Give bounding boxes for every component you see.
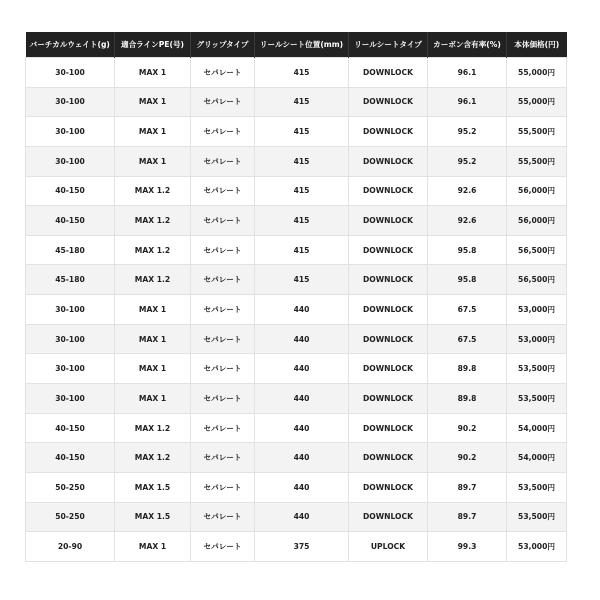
header-line-pe: 適合ラインPE(号) [115,32,191,58]
cell-carbon-content: 67.5 [428,295,507,325]
cell-reel-seat-position: 440 [255,472,349,502]
header-reel-seat-type: リールシートタイプ [349,32,428,58]
cell-grip-type: セパレート [191,117,255,147]
cell-carbon-content: 96.1 [428,58,507,88]
cell-vertical-weight: 30-100 [26,87,115,117]
cell-reel-seat-type: DOWNLOCK [349,443,428,473]
cell-line-pe: MAX 1 [115,87,191,117]
cell-reel-seat-position: 415 [255,206,349,236]
cell-carbon-content: 67.5 [428,324,507,354]
cell-reel-seat-type: DOWNLOCK [349,58,428,88]
table-row [26,87,567,117]
cell-carbon-content: 89.8 [428,384,507,414]
cell-vertical-weight: 20-90 [26,532,115,562]
cell-price: 56,500円 [507,265,567,295]
table-row [26,384,567,414]
cell-reel-seat-type: DOWNLOCK [349,413,428,443]
cell-carbon-content: 96.1 [428,87,507,117]
cell-reel-seat-position: 415 [255,117,349,147]
cell-line-pe: MAX 1.5 [115,472,191,502]
cell-vertical-weight: 30-100 [26,117,115,147]
cell-line-pe: MAX 1 [115,295,191,325]
cell-carbon-content: 92.6 [428,176,507,206]
cell-vertical-weight: 40-150 [26,206,115,236]
spec-table [25,32,567,562]
table-row [26,502,567,532]
cell-reel-seat-type: DOWNLOCK [349,265,428,295]
spec-table-container [25,32,566,562]
cell-reel-seat-type: DOWNLOCK [349,354,428,384]
cell-price: 53,500円 [507,502,567,532]
table-row [26,443,567,473]
cell-reel-seat-type: DOWNLOCK [349,206,428,236]
cell-reel-seat-type: DOWNLOCK [349,87,428,117]
table-row [26,472,567,502]
cell-grip-type: セパレート [191,176,255,206]
cell-vertical-weight: 40-150 [26,176,115,206]
cell-grip-type: セパレート [191,472,255,502]
cell-reel-seat-position: 415 [255,265,349,295]
cell-carbon-content: 99.3 [428,532,507,562]
cell-price: 55,500円 [507,146,567,176]
cell-grip-type: セパレート [191,87,255,117]
cell-price: 55,500円 [507,117,567,147]
cell-grip-type: セパレート [191,146,255,176]
cell-reel-seat-position: 440 [255,295,349,325]
cell-vertical-weight: 30-100 [26,58,115,88]
header-price: 本体価格(円) [507,32,567,58]
cell-reel-seat-type: UPLOCK [349,532,428,562]
cell-line-pe: MAX 1.2 [115,206,191,236]
cell-grip-type: セパレート [191,443,255,473]
cell-carbon-content: 89.7 [428,472,507,502]
cell-grip-type: セパレート [191,532,255,562]
cell-vertical-weight: 45-180 [26,235,115,265]
cell-vertical-weight: 30-100 [26,295,115,325]
cell-reel-seat-type: DOWNLOCK [349,117,428,147]
table-row [26,117,567,147]
table-row [26,265,567,295]
cell-line-pe: MAX 1 [115,384,191,414]
cell-price: 53,500円 [507,384,567,414]
cell-vertical-weight: 40-150 [26,443,115,473]
cell-grip-type: セパレート [191,354,255,384]
cell-price: 54,000円 [507,443,567,473]
header-vertical-weight: バーチカルウェイト(g) [26,32,115,58]
cell-reel-seat-position: 440 [255,502,349,532]
cell-vertical-weight: 40-150 [26,413,115,443]
table-row [26,206,567,236]
cell-carbon-content: 95.2 [428,146,507,176]
cell-vertical-weight: 50-250 [26,502,115,532]
table-row [26,413,567,443]
cell-line-pe: MAX 1 [115,146,191,176]
cell-line-pe: MAX 1 [115,532,191,562]
table-row [26,295,567,325]
cell-reel-seat-position: 440 [255,324,349,354]
cell-line-pe: MAX 1.2 [115,413,191,443]
cell-vertical-weight: 50-250 [26,472,115,502]
cell-reel-seat-position: 415 [255,146,349,176]
table-row [26,176,567,206]
table-row [26,532,567,562]
cell-reel-seat-position: 415 [255,87,349,117]
cell-reel-seat-position: 440 [255,443,349,473]
table-body [26,58,567,562]
cell-line-pe: MAX 1.2 [115,265,191,295]
cell-carbon-content: 89.7 [428,502,507,532]
table-row [26,354,567,384]
cell-reel-seat-position: 415 [255,176,349,206]
cell-carbon-content: 89.8 [428,354,507,384]
table-row [26,235,567,265]
cell-reel-seat-position: 375 [255,532,349,562]
cell-price: 53,500円 [507,354,567,384]
cell-vertical-weight: 45-180 [26,265,115,295]
cell-vertical-weight: 30-100 [26,324,115,354]
cell-grip-type: セパレート [191,206,255,236]
cell-carbon-content: 95.8 [428,265,507,295]
cell-grip-type: セパレート [191,235,255,265]
cell-reel-seat-type: DOWNLOCK [349,235,428,265]
cell-price: 54,000円 [507,413,567,443]
cell-vertical-weight: 30-100 [26,354,115,384]
cell-reel-seat-type: DOWNLOCK [349,384,428,414]
cell-line-pe: MAX 1 [115,117,191,147]
cell-reel-seat-type: DOWNLOCK [349,502,428,532]
cell-grip-type: セパレート [191,58,255,88]
cell-reel-seat-type: DOWNLOCK [349,472,428,502]
cell-reel-seat-type: DOWNLOCK [349,176,428,206]
cell-grip-type: セパレート [191,384,255,414]
cell-price: 56,000円 [507,176,567,206]
cell-grip-type: セパレート [191,295,255,325]
cell-price: 53,000円 [507,324,567,354]
cell-reel-seat-position: 440 [255,413,349,443]
cell-price: 56,000円 [507,206,567,236]
cell-price: 53,500円 [507,472,567,502]
cell-carbon-content: 95.8 [428,235,507,265]
table-header-row [26,32,567,58]
cell-vertical-weight: 30-100 [26,146,115,176]
cell-price: 53,000円 [507,295,567,325]
cell-reel-seat-type: DOWNLOCK [349,324,428,354]
cell-vertical-weight: 30-100 [26,384,115,414]
cell-grip-type: セパレート [191,413,255,443]
cell-reel-seat-position: 415 [255,235,349,265]
cell-carbon-content: 90.2 [428,443,507,473]
table-row [26,146,567,176]
header-reel-seat-position: リールシート位置(mm) [255,32,349,58]
cell-reel-seat-type: DOWNLOCK [349,146,428,176]
cell-carbon-content: 92.6 [428,206,507,236]
cell-price: 53,000円 [507,532,567,562]
cell-carbon-content: 90.2 [428,413,507,443]
cell-carbon-content: 95.2 [428,117,507,147]
header-carbon-content: カーボン含有率(%) [428,32,507,58]
cell-line-pe: MAX 1.2 [115,443,191,473]
cell-reel-seat-position: 440 [255,384,349,414]
cell-reel-seat-position: 440 [255,354,349,384]
cell-price: 56,500円 [507,235,567,265]
cell-line-pe: MAX 1.2 [115,235,191,265]
header-grip-type: グリップタイプ [191,32,255,58]
cell-grip-type: セパレート [191,324,255,354]
cell-price: 55,000円 [507,58,567,88]
cell-line-pe: MAX 1.5 [115,502,191,532]
cell-reel-seat-position: 415 [255,58,349,88]
cell-reel-seat-type: DOWNLOCK [349,295,428,325]
cell-line-pe: MAX 1 [115,354,191,384]
table-row [26,58,567,88]
cell-grip-type: セパレート [191,265,255,295]
cell-line-pe: MAX 1.2 [115,176,191,206]
cell-line-pe: MAX 1 [115,58,191,88]
cell-line-pe: MAX 1 [115,324,191,354]
cell-grip-type: セパレート [191,502,255,532]
cell-price: 55,000円 [507,87,567,117]
table-row [26,324,567,354]
